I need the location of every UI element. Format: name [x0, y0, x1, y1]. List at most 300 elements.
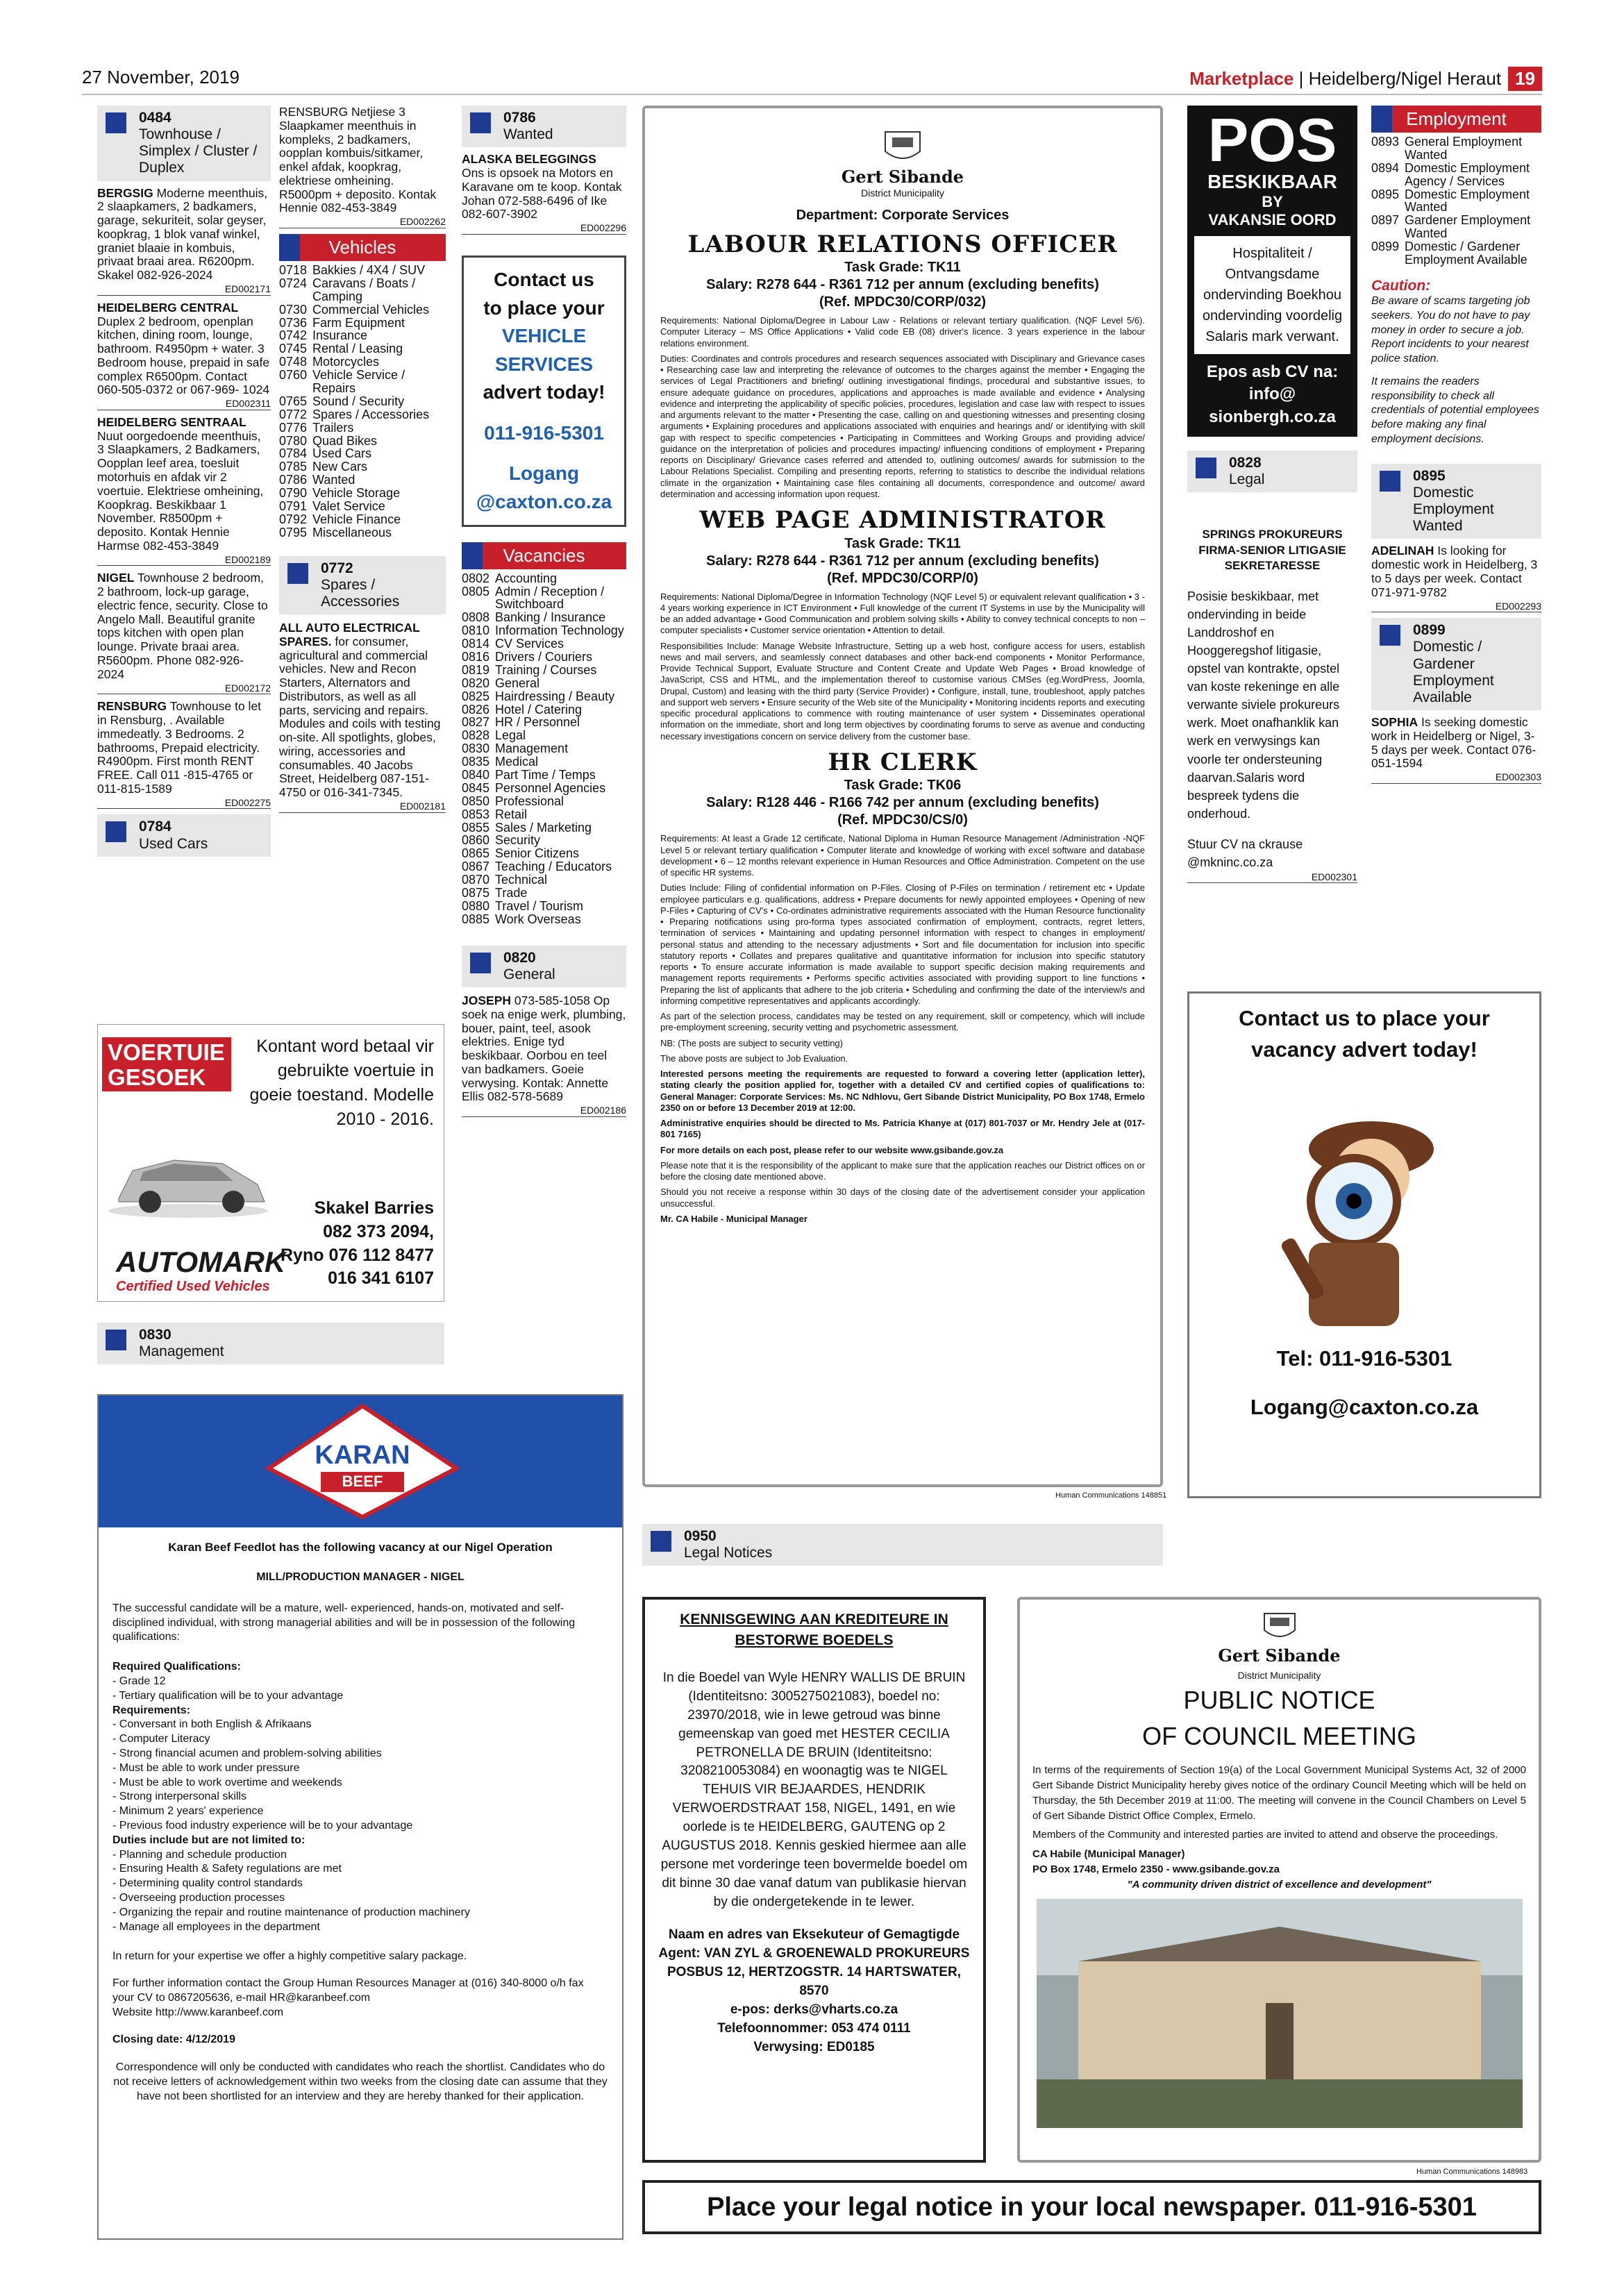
headline: VOERTUIE [108, 1039, 225, 1065]
item-code: 0748 [279, 355, 308, 369]
item-label: HR / Personnel [495, 715, 580, 730]
salary: Salary: R278 644 - R361 712 per annum (excluding benefits) [706, 553, 1099, 569]
pos-email: sionbergh.co.za [1209, 407, 1336, 426]
category-marker [651, 1531, 671, 1552]
item-code: 0897 [1371, 213, 1400, 228]
box-line: advert today! [483, 381, 605, 403]
item-label: Drivers / Couriers [495, 650, 593, 664]
list-item [462, 782, 626, 795]
email: @caxton.co.za [476, 491, 612, 513]
list-item [279, 408, 446, 421]
reference: Verwysing: ED0185 [753, 2040, 875, 2055]
phone: 082 373 2094, [323, 1221, 434, 1241]
section-name: Marketplace [1189, 68, 1294, 89]
item-label: Management [495, 741, 569, 756]
item-code: 0893 [1371, 135, 1400, 149]
ad-body: Kontant word betaal vir gebruikte voertuie in goeie toestand. Modelle 2010 - 2016. [249, 1037, 434, 1129]
pos-ad [1187, 106, 1357, 437]
ad-ref: ED002296 [462, 223, 626, 235]
list-item [279, 526, 446, 539]
item-label: Legal [495, 728, 526, 743]
column-5 [1187, 106, 1357, 889]
category-0828 [1187, 451, 1357, 492]
item-label: Quad Bikes [312, 433, 378, 448]
item-code: 0840 [462, 768, 490, 782]
list-item [462, 834, 626, 847]
list-item: - Organizing the repair and routine maintenance of production machinery [112, 1906, 608, 1920]
list-item [462, 860, 626, 873]
ad-bold: ALASKA BELEGGINGS [462, 152, 596, 167]
classified-list [97, 187, 271, 810]
list-item [279, 513, 446, 526]
ad-text: Is looking for domestic work in Heidelberg, 3 to 5 days per week. Contact 071-971-9782 [1371, 544, 1538, 599]
contact-phone: Tel: 011-916-5301 [1276, 1346, 1453, 1371]
item-label: Trailers [312, 420, 354, 435]
item-code: 0827 [462, 715, 490, 730]
item-code: 0819 [462, 662, 490, 677]
job-duties: Responsibilities Include: Manage Website Infrastructure, Setting up a web host, configure access for users, establish news and mail servers, and seamlessly connect databases and other back-end components • Monitor Performance, Provide Technical Support, Evaluate Structure and Content Create and Update Web Pages • Broad knowledge of JavaScript, CSS and HTML, and the implementation thereof to customise various CMSes (eg.WordPress, Joomla, Drupal, Custom) and leasing with the third party (Service Provider) • Configure, install, tune, troubleshoot, apply patches and support web servers • Ensure security of the Web site of the Municipality • Monitoring incidents reports and executing specific procedural applications to commence with routing maintenance of user system • Disseminates operational information on the immediate, short and long term objectives by coordinating forums to serve as avenue and conducting necessary investigations concern on service delivery from the customer base. [660, 640, 1145, 741]
automark-logo: AUTOMARK [116, 1246, 286, 1278]
item-code: 0776 [279, 420, 308, 435]
phone: 011-916-5301 [484, 421, 604, 444]
item-code: 0855 [462, 820, 490, 835]
category-code: 0784 [139, 819, 171, 835]
category-0899 [1371, 618, 1541, 710]
issue-date: 27 November, 2019 [82, 67, 240, 87]
task-grade: Task Grade: TK11 [844, 260, 961, 275]
list-item: - Minimum 2 years' experience [112, 1804, 608, 1819]
ad-ref: ED002311 [97, 399, 271, 410]
list-item [279, 355, 446, 369]
job-ref: (Ref. MPDC30/CS/0) [837, 812, 968, 828]
item-code: 0865 [462, 846, 490, 861]
ad-text: Townhouse 2 bedroom, 2 bathroom, lock-up garage, electric fence, security. Close to Angelo Mall. Beautiful granite tops kitchen with open plan lounge. Private braai area. R5600pm. Phone 082-926- 2024 [97, 571, 268, 681]
classified-ad [97, 416, 271, 553]
item-label: Commercial Vehicles [312, 302, 430, 317]
ad-ref: ED002262 [279, 217, 446, 228]
item-code: 0870 [462, 873, 490, 887]
section-title: Vehicles [328, 236, 396, 258]
item-code: 0791 [279, 498, 308, 513]
job-ref: (Ref. MPDC30/CORP/0) [827, 570, 978, 586]
item-label: Training / Courses [495, 662, 597, 677]
item-code: 0885 [462, 912, 490, 926]
job-requirements: Requirements: National Diploma/Degree in Labour Law - Relations or relevant tertiary qualification. (NQF Level 5/6). Computer Literacy – MS Office Applications • Valid code EB (08) driver's licence. 3 years experience in the labour relations environment. [660, 315, 1145, 349]
contact-line: Contact us to place your [1239, 1006, 1490, 1030]
item-code: 0895 [1371, 187, 1400, 201]
list-item [1371, 214, 1541, 240]
closing-date: Closing date: 4/12/2019 [112, 2033, 235, 2045]
item-code: 0790 [279, 486, 308, 501]
item-label: Motorcycles [312, 355, 380, 369]
salary: Salary: R128 446 - R166 742 per annum (excluding benefits) [706, 795, 1099, 811]
list-item [279, 277, 446, 303]
department: Department: Corporate Services [796, 207, 1010, 223]
item-label: Information Technology [495, 623, 624, 638]
item-code: 0816 [462, 650, 490, 664]
gert-sibande-vacancy-ad [642, 106, 1163, 1487]
item-label: Rental / Leasing [312, 342, 403, 356]
category-name: Townhouse / Simplex / Cluster / Duplex [139, 126, 258, 176]
vacancies-header [462, 542, 626, 569]
item-label: Hotel / Catering [495, 702, 583, 717]
notice-body: In terms of the requirements of Section 19(a) of the Local Government Municipal Systems Act, 32 of 2000 Gert Sibande District Municipality hereby gives notice of the ordinary Council Meeting which will be held on Thursday, the 5th December 2019 at 11:00. The meeting will convene in the Council Chambers on Level 5 of Gert Sibande District Office Complex, Ermelo. [1032, 1764, 1526, 1822]
category-marker [106, 1330, 126, 1350]
item-label: Personnel Agencies [495, 780, 606, 795]
category-0820 [462, 946, 626, 987]
item-label: Wanted [312, 473, 355, 487]
list-item: - Manage all employees in the department [112, 1920, 608, 1935]
salary: Salary: R278 644 - R361 712 per annum (excluding benefits) [706, 277, 1099, 292]
item-code: 0826 [462, 702, 490, 717]
karan-beef-ad [97, 1394, 623, 2240]
item-label: Banking / Insurance [495, 610, 606, 625]
list-item [462, 703, 626, 717]
item-code: 0820 [462, 676, 490, 690]
category-marker [106, 821, 126, 842]
email: Logang [508, 462, 580, 485]
ad-bold: SOPHIA [1371, 715, 1418, 730]
category-0950 [642, 1524, 1163, 1566]
job-requirements: Requirements: National Diploma/Degree in Information Technology (NQF Level 5) or equivalent relevant qualification • 3 - 4 years working experience in ICT Environment • Full knowledge of the current IT Systems in use by the Municipality will be an added advantage • Good Communication and problem solving skills • Ability to convey technical concepts to non – computer specialists • Customer service orientation • Attention to detail. [660, 591, 1145, 636]
category-marker [287, 563, 308, 584]
category-marker [1380, 625, 1400, 646]
pos-sub: BY [1262, 193, 1283, 210]
item-label: Professional [495, 794, 564, 808]
vehicles-header [279, 234, 446, 261]
phone: 016 341 6107 [328, 1268, 434, 1289]
category-name: Spares / Accessories [321, 576, 400, 610]
sophia-ad [1371, 716, 1541, 784]
legal-notice-footer-ad: Place your legal notice in your local newspaper. 011-916-5301 [642, 2180, 1541, 2234]
job-duties: Duties: Coordinates and controls procedures and research sequences associated with Disciplinary and Grievance cases • Researching case law and interpreting the relevance of outcomes to the charges against the member • Engaging the services of Legal Practitioners and briefing/ outlining investigational findings, procedural and substantive issues, to ensure adequate guidance on procedures, applications and approaches is made available and evidence • Analysing evidence and interpreting the applicability of specific policies, procedures, legislation and case law with respect to issues and arguments relevant to the matter • Presenting the case, calling on and questioning witnesses and presenting closing arguments • Explaining procedures and applications associated with enquiries and hearings and/ or identifying with skill gap with respect to specific competencies • Participating in Committees and Working Groups and providing advice/ guidance on the interpretation of policies and procedures impacting/ influencing conditions of employment • Preparing reports on Disciplinary/ Grievance cases referred and attended to, outlining outcomes/ awards for submission to the Labour Relations Specialist. Compiling and presenting reports, referring to statistics to describe the individual relations climate in the organization • Maintaining case files containing all documents, correspondence and outcome/ award determination and accessing information upon request. [660, 353, 1145, 499]
item-code: 0742 [279, 328, 308, 343]
caution-text: It remains the readers responsibility to check all credentials of potential employees before making any final employment decisions. [1371, 375, 1539, 446]
item-label: Travel / Tourism [495, 898, 584, 913]
notice-heading: KENNISGEWING AAN KREDITEURE IN BESTORWE BOEDELS [680, 1611, 948, 1648]
item-label: Medical [495, 755, 539, 769]
list-item: - Computer Literacy [112, 1732, 608, 1747]
agency-credit: Human Communications 148983 [1416, 2168, 1528, 2176]
notes: Please note that it is the responsibility of the applicant to make sure that the application reaches our District offices on or before the closing date mentioned above. [660, 1159, 1145, 1182]
item-label: Teaching / Educators [495, 860, 612, 874]
job-title: HR CLERK [828, 748, 978, 776]
item-label: Farm Equipment [312, 315, 405, 330]
column-1 [97, 106, 271, 857]
list-item [462, 690, 626, 703]
springs-contact: Stuur CV na ckrause @mkninc.co.za [1187, 837, 1303, 870]
website: Website http://www.karanbeef.com [112, 2006, 284, 2018]
list-item [462, 755, 626, 769]
list-item [279, 500, 446, 513]
category-marker [106, 112, 126, 133]
box-line: VEHICLE [501, 325, 587, 347]
section-title: Employment [1406, 108, 1507, 129]
task-grade: Task Grade: TK06 [844, 778, 962, 794]
category-name: Used Cars [139, 835, 208, 852]
automark-tagline: Certified Used Vehicles [116, 1279, 270, 1294]
item-code: 0785 [279, 460, 308, 474]
category-name: Domestic / Gardener Employment Available [1413, 639, 1494, 705]
automark-ad [97, 1024, 444, 1302]
item-code: 0860 [462, 833, 490, 848]
item-label: Gardener Employment Wanted [1405, 213, 1531, 241]
notice-body: In die Boedel van Wyle HENRY WALLIS DE BRUIN (Identiteitsno: 3005275021083), boedel no: 23970/2018, wie in lewe getroud was binne gemeenskap van goed met HESTER CECILIA PETRONELLA DE BRUIN (Identiteitsno: 3208210053084) en woonagtig was te NIGEL TEHUIS VIR BEJAARDES, HENDRIK VERWOERDSTRAAT 158, NIGEL, 1491, en wie oorlede is te HEIDELBERG, GAUTENG op 2 AUGUSTUS 2018. Kennis geskied hiermee aan alle persone met vorderinge teen bovermelde boedel om dit binne 30 dae vanaf datum van publikasie hiervan by die ondergetekende in te lewer. [660, 1670, 968, 1910]
ad-ref: ED002303 [1371, 772, 1541, 784]
page-header: Marketplace | Heidelberg/Nigel Heraut 19 [1189, 67, 1542, 91]
category-code: 0950 [684, 1528, 717, 1544]
item-code: 0880 [462, 898, 490, 913]
pos-sub: VAKANSIE OORD [1208, 211, 1337, 228]
task-grade: Task Grade: TK11 [844, 535, 961, 551]
contact-line: vacancy advert today! [1251, 1037, 1477, 1062]
item-label: Hairdressing / Beauty [495, 689, 615, 703]
ad-text: 073-585-1058 Op soek na enige werk, plumbing, bouer, paint, teel, asook elektries. Enige tyd beskikbaar. Oorbou en teel van badkamers. Goeie verwysing. Kontak: Annette Ellis 082-578-5689 [462, 994, 626, 1104]
detective-mascot-icon [1267, 1087, 1462, 1336]
item-label: Domestic / Gardener Employment Available [1405, 240, 1527, 267]
item-label: Technical [495, 873, 548, 887]
list-item [279, 447, 446, 460]
notes: NB: (The posts are subject to security vetting) [660, 1037, 843, 1048]
notes: The above posts are subject to Job Evaluation. [660, 1053, 848, 1064]
item-label: Sales / Marketing [495, 820, 592, 835]
list-item [279, 317, 446, 330]
item-label: Bakkies / 4X4 / SUV [312, 262, 426, 277]
pos-email: info@ [1248, 385, 1296, 404]
ad-text: Duplex 2 bedroom, openplan kitchen, dining room, lounge, bathroom. R4950pm + water. 3 Bedroom house, prepaid in safe complex R6500pm. Contact 060-505-0372 or 067-969- 1024 [97, 314, 270, 397]
list-item [462, 677, 626, 690]
item-label: Sound / Security [312, 394, 405, 408]
list-item: - Grade 12 [112, 1675, 608, 1689]
item-code: 0780 [279, 433, 308, 448]
item-code: 0784 [279, 446, 308, 461]
category-0786 [462, 106, 626, 147]
item-code: 0894 [1371, 160, 1400, 175]
item-code: 0808 [462, 610, 490, 625]
rensburg-ad [279, 106, 446, 228]
category-name: General [503, 966, 555, 982]
item-code: 0825 [462, 689, 490, 703]
ad-bold: HEIDELBERG SENTRAAL [97, 414, 246, 429]
column-6 [1371, 106, 1541, 789]
item-code: 0772 [279, 407, 308, 421]
list-item [279, 342, 446, 355]
org-name: Gert Sibande [841, 167, 964, 187]
org-name: Gert Sibande [1218, 1645, 1341, 1666]
category-name: Wanted [503, 126, 553, 143]
allauto-ad [279, 621, 446, 813]
list-item [462, 769, 626, 782]
ad-heading: Karan Beef Feedlot has the following vacancy at our Nigel Operation [168, 1541, 553, 1554]
item-label: Spares / Accessories [312, 407, 430, 421]
list-item [279, 329, 446, 342]
voertuie-banner [102, 1037, 231, 1091]
list-item [462, 873, 626, 887]
ad-ref: ED002171 [97, 284, 271, 296]
list-item: - Must be able to work overtime and weekends [112, 1776, 608, 1791]
job-listings [660, 230, 1145, 1007]
item-code: 0845 [462, 780, 490, 795]
item-label: Senior Citizens [495, 846, 580, 861]
job-requirements: Requirements: At least a Grade 12 certificate, National Diploma in Human Resource Management /Administration -NQF Level 5 or relevant tertiary qualification • Computer literate and knowledge of working with excel software and database development • 6 – 12 months relevant experience in Human Resources and Office Administration. Competent on the use of specific HR systems. [660, 833, 1145, 878]
logo-text: KARAN [315, 1441, 410, 1470]
list-item [462, 716, 626, 729]
item-code: 0814 [462, 637, 490, 651]
category-code: 0820 [503, 949, 536, 966]
notes: Should you not receive a response within 30 days of the closing date of the advertisement consider your application unsuccessful. [660, 1187, 1145, 1209]
item-label: Vehicle Storage [312, 486, 401, 501]
category-0784 [97, 814, 271, 856]
job-title: LABOUR RELATIONS OFFICER [687, 230, 1118, 258]
list-item: - Strong interpersonal skills [112, 1790, 608, 1804]
phone: Ryno 076 112 8477 [281, 1245, 434, 1265]
list-item [462, 887, 626, 900]
column-2 [279, 106, 446, 819]
correspondence-note: Correspondence will only be conducted with candidates who reach the shortlist. Candidates who do not receive letters of acknowledgement within two weeks from the closing date can assume that they have not been shortlisted for an interview and they are hereby thanked for their application. [113, 2061, 608, 2102]
category-name: Legal Notices [684, 1545, 773, 1561]
list-item [279, 369, 446, 395]
list-item [462, 742, 626, 755]
ad-bold: ALL AUTO ELECTRICAL SPARES. [279, 621, 420, 648]
item-label: Trade [495, 886, 528, 900]
category-marker [462, 542, 483, 569]
classified-ad [97, 301, 271, 397]
ad-ref: ED002181 [279, 801, 446, 813]
list-item: - Ensuring Health & Safety regulations are met [112, 1862, 608, 1877]
item-code: 0736 [279, 315, 308, 330]
creditors-notice [642, 1597, 986, 2163]
category-code: 0786 [503, 110, 536, 126]
ad-bold: NIGEL [97, 571, 135, 585]
contact-info: For further information contact the Group Human Resources Manager at (016) 340-8000 o/h fax your CV to 0867205636, e-mail HR@karanbeef.com [112, 1977, 584, 2004]
job-title: MILL/PRODUCTION MANAGER - NIGEL [256, 1571, 464, 1584]
joseph-ad [462, 994, 626, 1117]
job-ref: (Ref. MPDC30/CORP/032) [819, 294, 987, 310]
ad-text: Moderne meenthuis, 2 slaapkamers, 2 badkamers, garage, sekuriteit, solar geyser, koopkrag, 1 blok vanaf winkel, graniet blaaie in kombuis, privaat braai area. R6200pm. Skakel 082-926-2024 [97, 185, 268, 283]
ad-text: Townhouse to let in Rensburg, . Available immedeatly. 3 Bedrooms. 2 bathrooms, Prepaid electricity. R4900pm. First month RENT FREE. Call 011 -815-4765 or 011-815-1589 [97, 699, 262, 796]
page-number: 19 [1508, 67, 1542, 91]
requirement-list [112, 1718, 608, 1833]
paper-name: Heidelberg/Nigel Heraut [1308, 68, 1502, 89]
notice-title: PUBLIC NOTICE [1183, 1686, 1375, 1715]
item-code: 0792 [279, 512, 308, 526]
ad-text: Nuut oorgedoende meenthuis, 3 Slaapkamers, 2 Badkamers, Oopplan leef area, toesluit motorhuis en afdak vir 2 voertuie. Elektriese omheining, Koopkrag. Beskikbaar 1 November. R8500pm + deposito. Kontak Hennie Harmse 082-453-3849 [97, 428, 264, 553]
category-marker [1380, 471, 1400, 492]
item-code: 0760 [279, 368, 308, 383]
list-item [462, 808, 626, 821]
item-label: Part Time / Temps [495, 768, 596, 782]
list-item [462, 611, 626, 624]
ad-ref: ED002186 [462, 1105, 626, 1117]
item-code: 0867 [462, 860, 490, 874]
list-item [462, 637, 626, 651]
list-item [279, 303, 446, 317]
vehicles-list [279, 264, 446, 539]
item-code: 0795 [279, 525, 308, 539]
category-code: 0895 [1413, 467, 1446, 484]
ad-bold: HEIDELBERG CENTRAL [97, 300, 239, 315]
list-item [462, 847, 626, 860]
box-line: Contact us [494, 268, 594, 290]
adelinah-ad [1371, 544, 1541, 612]
item-code: 0830 [462, 741, 490, 756]
item-label: New Cars [312, 460, 368, 474]
salary-note: In return for your expertise we offer a highly competitive salary package. [112, 1950, 467, 1963]
vacancies-list [462, 572, 626, 926]
ad-intro: The successful candidate will be a mature, well- experienced, hands-on, motivated and self-disciplined individual, with strong managerial abilities and will be in possession of the following qualifications: [112, 1602, 576, 1643]
list-item: - Must be able to work under pressure [112, 1761, 608, 1776]
list-item [1371, 135, 1541, 162]
classified-ad [97, 571, 271, 681]
ad-bold: JOSEPH [462, 994, 511, 1007]
category-marker [470, 953, 491, 973]
item-label: Domestic Employment Agency / Services [1405, 160, 1530, 188]
office-building-photo [1037, 1899, 1523, 2128]
list-item [462, 651, 626, 664]
motto: "A community driven district of excellence and development" [1127, 1878, 1432, 1891]
ad-ref: ED002293 [1371, 601, 1541, 613]
list-item [279, 264, 446, 277]
category-marker [1196, 458, 1216, 478]
ad-ref: ED002275 [97, 798, 271, 810]
notice-body: Members of the Community and interested parties are invited to attend and observe the proceedings. [1032, 1829, 1498, 1841]
item-label: Admin / Reception / Switchboard [495, 584, 605, 612]
ad-bold: RENSBURG [97, 699, 167, 714]
cars-illustration [105, 1129, 278, 1226]
employment-header [1371, 106, 1541, 133]
pos-email-label: Epos asb CV na: [1206, 362, 1339, 381]
list-item [462, 729, 626, 742]
item-code: 0828 [462, 728, 490, 743]
executor-details: Naam en adres van Eksekuteur of Gemagtigde Agent: VAN ZYL & GROENEWALD PROKUREURS POSBUS 12, HERTZOGSTR. 14 HARTSWATER, 8570 [658, 1927, 970, 1999]
item-code: 0853 [462, 807, 490, 821]
item-code: 0899 [1371, 240, 1400, 254]
alaska-ad [462, 153, 626, 235]
ad-text: RENSBURG Netjiese 3 Slaapkamer meenthuis in kompleks, 2 badkamers, oopplan kombuis/sitkamer, enkel afdak, koopkrag, elektriese omheining. R5000pm + deposito. Kontak Hennie 082-453-3849 [279, 105, 437, 215]
list-item [279, 421, 446, 435]
admin-enquiries: Administrative enquiries should be directed to Ms. Patricia Khanye at (017) 801-7037 or Mr. Hendry Jele at (017-801 7165) [660, 1118, 1145, 1140]
list-item: - Overseeing production processes [112, 1891, 608, 1906]
contact-block [281, 1197, 434, 1291]
pos-body: Hospitaliteit / Ontvangsdame ondervinding Boekhou ondervinding voordelig Salaris mark verwant. [1194, 236, 1350, 354]
classified-ad [97, 700, 271, 796]
category-code: 0830 [139, 1327, 171, 1343]
category-code: 0484 [139, 110, 171, 126]
ad-ref: ED002301 [1187, 871, 1357, 883]
item-label: Used Cars [312, 446, 372, 461]
category-0772 [279, 556, 446, 614]
section-heading: Requirements: [112, 1704, 191, 1716]
list-item [462, 572, 626, 585]
item-label: Insurance [312, 328, 368, 343]
caution-heading: Caution: [1371, 277, 1431, 294]
list-item [462, 664, 626, 677]
agency-credit: Human Communications 148851 [1055, 1491, 1167, 1500]
item-label: Vehicle Service / Repairs [312, 368, 405, 395]
category-0484 [97, 106, 271, 181]
more-info: For more details on each post, please refer to our website www.gsibande.gov.za [660, 1144, 1004, 1155]
category-name: Domestic Employment Wanted [1413, 485, 1494, 535]
executor-email: e-pos: derks@vharts.co.za [730, 2002, 898, 2018]
category-code: 0828 [1229, 455, 1262, 471]
item-label: Valet Service [312, 498, 385, 513]
item-code: 0875 [462, 886, 490, 900]
item-code: 0805 [462, 584, 490, 598]
item-label: Accounting [495, 571, 558, 585]
contact-email: Logang@caxton.co.za [1250, 1394, 1479, 1419]
category-code: 0899 [1413, 622, 1446, 639]
council-meeting-notice [1017, 1597, 1541, 2163]
